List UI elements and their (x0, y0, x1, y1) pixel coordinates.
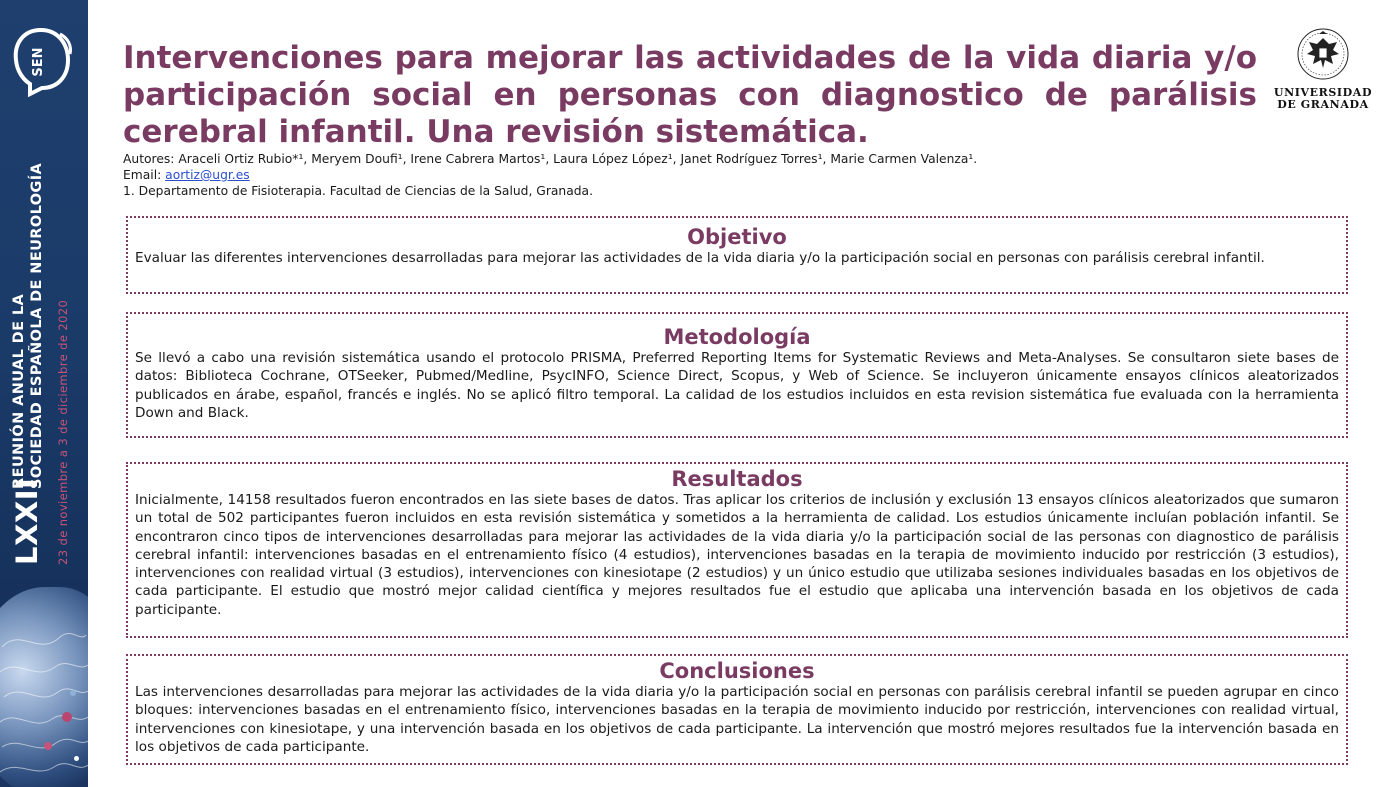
email-line (123, 167, 1273, 183)
conference-dates: 23 de noviembre a 3 de diciembre de 2020 (56, 299, 70, 565)
authors-line: Autores: Araceli Ortiz Rubio*¹, Meryem Doufi¹, Irene Cabrera Martos¹, Laura López López¹, Janet Rodríguez Torres¹, Marie Carmen Valenza¹. (123, 152, 978, 166)
university-name-1: UNIVERSIDAD (1273, 86, 1373, 99)
section-conclusiones (126, 654, 1348, 765)
section-objetivo (126, 216, 1348, 294)
section-heading: Metodología (663, 325, 811, 349)
section-heading: Objetivo (687, 225, 787, 249)
section-heading: Resultados (671, 467, 803, 491)
affiliation-line: 1. Departamento de Fisioterapia. Facultad de Ciencias de la Salud, Granada. (123, 184, 594, 198)
email-link[interactable]: aortiz@ugr.es (165, 168, 250, 182)
university-logo (1271, 26, 1375, 118)
email-label: Email: (123, 168, 166, 182)
coat-of-arms-icon (1297, 26, 1349, 82)
conference-line-1: REUNIÓN ANUAL DE LA (11, 293, 27, 489)
section-body: Se llevó a cabo una revisión sistemática usando el protocolo PRISMA, Preferred Reporting Items for Systematic Reviews and Meta-Analyses. Se consultaron siete bases de datos: Biblioteca Cochrane, OTSeeker, Pubmed/Medline, PsycINFO, Science Direct, Scopus, y Web of Science. Se incluyeron únicamente ensayos clínicos aleatorizados publicados en árabe, español, francés e inglés. No se aplicó filtro temporal. La calidad de los estudios incluidos en esta revision sistemática fue evaluada con la herramienta Down and Black. (135, 350, 1339, 421)
university-name-2: DE GRANADA (1277, 98, 1369, 111)
decor-dot (74, 756, 79, 761)
edition-number: LXXII (10, 477, 44, 565)
decor-dot (70, 690, 76, 696)
section-resultados (126, 462, 1348, 638)
section-body: Evaluar las diferentes intervenciones desarrolladas para mejorar las actividades de la vida diaria y/o la participación social en personas con parálisis cerebral infantil. (135, 250, 1265, 266)
conference-line-2: SOCIEDAD ESPAÑOLA DE NEUROLOGÍA (29, 162, 45, 489)
decor-dot (62, 712, 72, 722)
conference-title-vertical (0, 0, 88, 575)
decor-dot (44, 742, 52, 750)
section-heading: Conclusiones (659, 659, 815, 683)
sen-logo-text: SEN (31, 47, 46, 77)
poster-title: Intervenciones para mejorar las actividades de la vida diaria y/o participación social en personas con diagnostico de parálisis cerebral infantil. Una revisión sistemática. (123, 40, 1257, 150)
poster-meta (123, 151, 1273, 199)
section-body: Inicialmente, 14158 resultados fueron encontrados en las siete bases de datos. Tras aplicar los criterios de inclusión y exclusión 13 ensayos clínicos aleatorizados que sumaron un total de 502 participantes fueron incluidos en esta revisión sistemática y sometidos a la herramienta de calidad. Los estudios únicamente incluían población infantil. Se encontraron cinco tipos de intervenciones desarrolladas para mejorar las actividades de la vida diaria y/o la participación social de las personas con diagnostico de parálisis cerebral infantil: intervenciones basadas en el entrenamiento físico (4 estudios), intervenciones basadas en la terapia de movimiento inducido por restricción (3 estudios), intervenciones con realidad virtual (3 estudios), intervenciones con kinesiotape (2 estudios) y un único estudio que utilizaba sesiones individuales basadas en los objetivos de cada participante. El estudio que mostró mejor calidad científica y mejores resultados fue el estudio que aplicaba una intervención basada en los objetivos de cada participante. (135, 492, 1339, 618)
conference-sidebar (0, 0, 88, 787)
section-body: Las intervenciones desarrolladas para mejorar las actividades de la vida diaria y/o la participación social en personas con parálisis cerebral infantil se pueden agrupar en cinco bloques: intervenciones basadas en el entrenamiento físico, intervenciones basadas en la terapia de movimiento inducido por restricción, intervenciones con realidad virtual, intervenciones con kinesiotape, y una intervención basada en los objetivos de cada participante. La intervención que mostró mejores resultados fue la intervención basada en los objetivos de cada participante. (135, 684, 1339, 755)
section-metodologia (126, 312, 1348, 438)
